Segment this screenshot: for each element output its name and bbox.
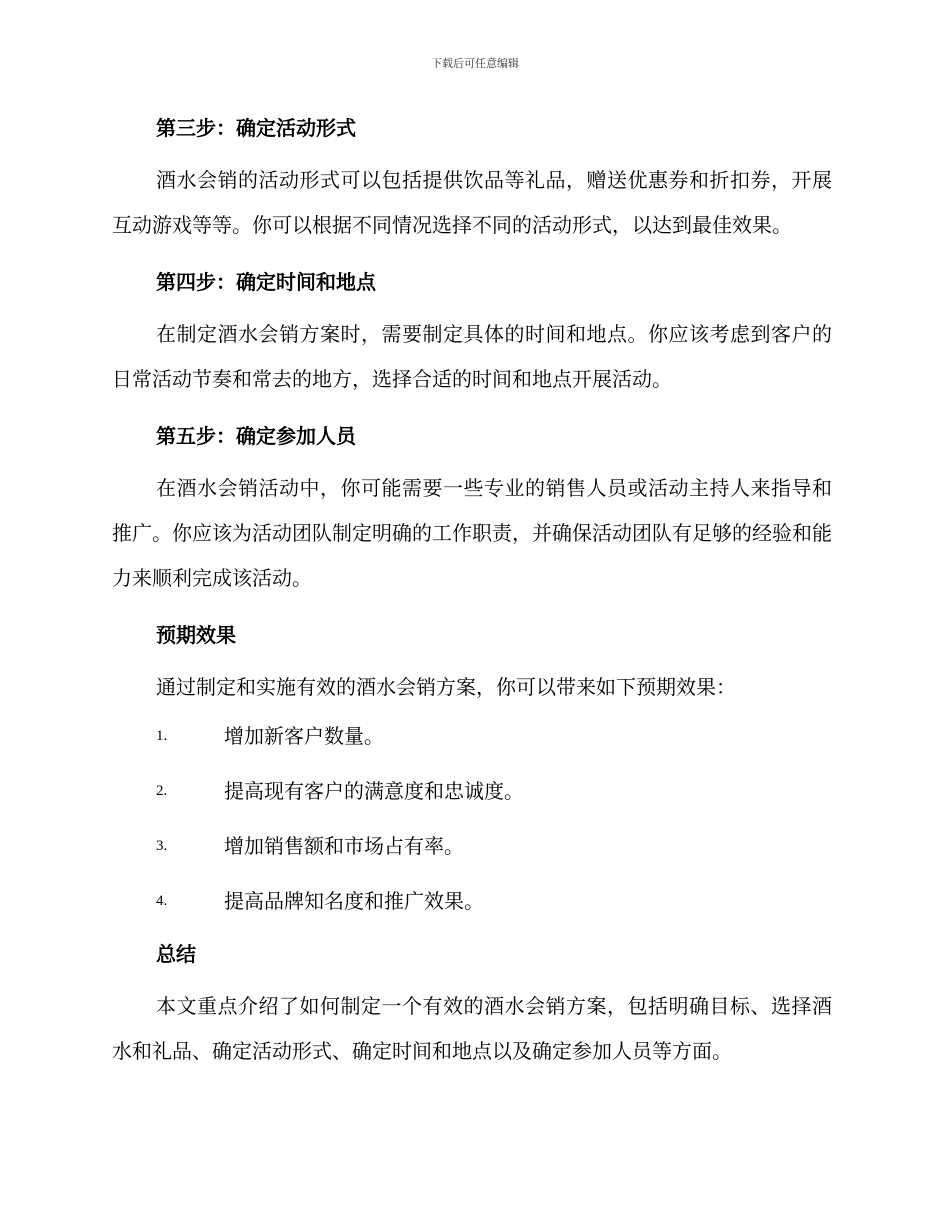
list-number: 4. xyxy=(156,893,168,909)
list-item xyxy=(112,830,832,885)
expected-heading: 预期效果 xyxy=(156,623,236,647)
step4-heading: 第四步：确定时间和地点 xyxy=(156,270,376,294)
document-body xyxy=(112,112,832,1074)
list-text: 增加新客户数量。 xyxy=(224,724,384,748)
list-number: 2. xyxy=(156,783,168,799)
list-item xyxy=(112,775,832,830)
list-text: 增加销售额和市场占有率。 xyxy=(224,834,464,858)
step3-heading: 第三步：确定活动形式 xyxy=(156,116,356,140)
summary-paragraph: 本文重点介绍了如何制定一个有效的酒水会销方案，包括明确目标、选择酒水和礼品、确定活动形式、确定时间和地点以及确定参加人员等方面。 xyxy=(112,994,832,1063)
step4-paragraph: 在制定酒水会销方案时，需要制定具体的时间和地点。你应该考虑到客户的日常活动节奏和常去的地方，选择合适的时间和地点开展活动。 xyxy=(112,322,832,391)
page-header: 下载后可任意编辑 xyxy=(431,57,519,70)
list-text: 提高现有客户的满意度和忠诚度。 xyxy=(224,779,524,803)
step5-paragraph: 在酒水会销活动中，你可能需要一些专业的销售人员或活动主持人来指导和推广。你应该为活动团队制定明确的工作职责，并确保活动团队有足够的经验和能力来顺利完成该活动。 xyxy=(112,476,832,590)
step5-heading: 第五步：确定参加人员 xyxy=(156,424,356,448)
list-item xyxy=(112,720,832,775)
list-text: 提高品牌知名度和推广效果。 xyxy=(224,889,484,913)
summary-heading: 总结 xyxy=(156,942,196,966)
expected-list xyxy=(112,720,832,940)
expected-intro: 通过制定和实施有效的酒水会销方案，你可以带来如下预期效果： xyxy=(156,675,736,699)
list-item xyxy=(112,885,832,940)
step3-paragraph: 酒水会销的活动形式可以包括提供饮品等礼品，赠送优惠券和折扣券，开展互动游戏等等。你可以根据不同情况选择不同的活动形式，以达到最佳效果。 xyxy=(112,168,832,237)
list-number: 3. xyxy=(156,838,168,854)
list-number: 1. xyxy=(156,728,168,744)
